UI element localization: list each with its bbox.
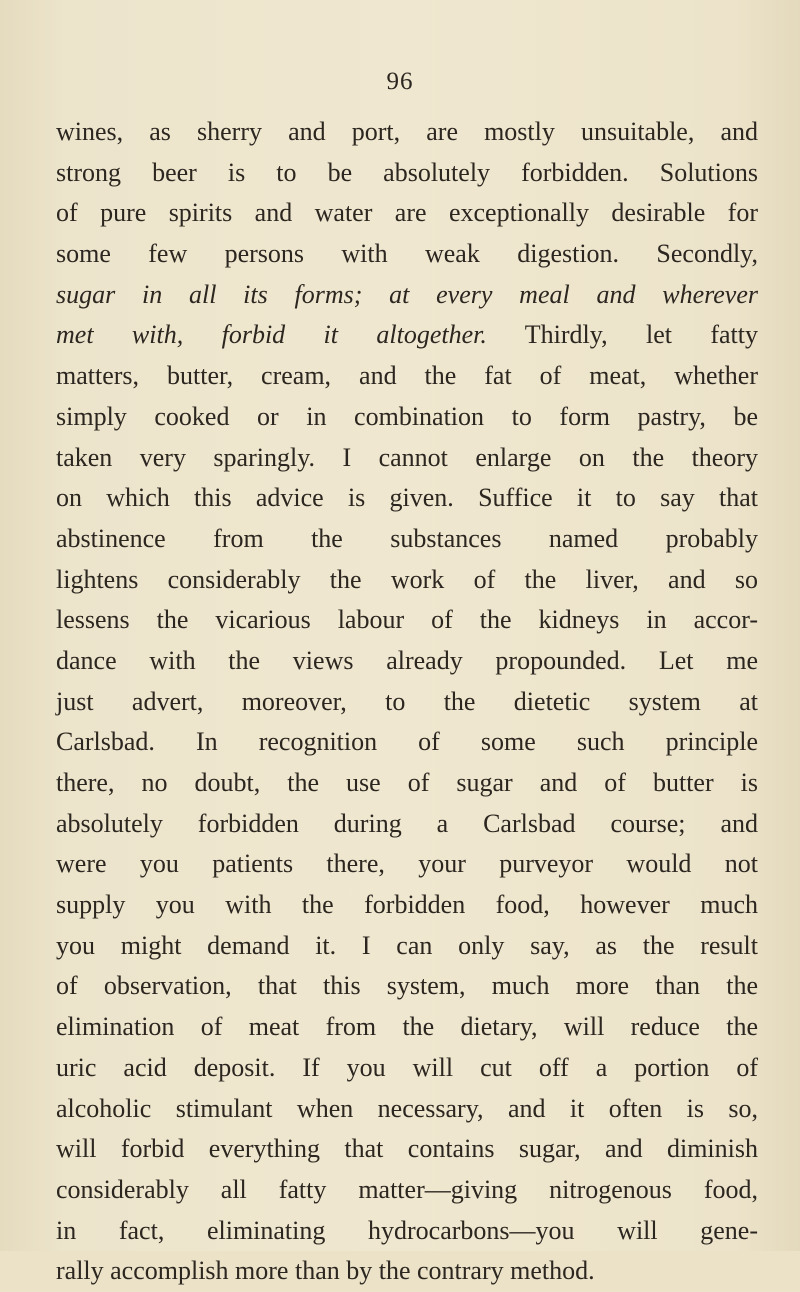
text-line: matters, butter, cream, and the fat of meat, whether xyxy=(56,361,758,391)
text-line: alcoholic stimulant when necessary, and it often is so, xyxy=(56,1093,758,1123)
text-line: were you patients there, your purveyor would not xyxy=(56,849,758,879)
text-line: there, no doubt, the use of sugar and of butter is xyxy=(56,768,758,797)
text-line xyxy=(56,315,758,356)
text-line: will forbid everything that contains sugar, and diminish xyxy=(56,1134,758,1164)
text-line: elimination of meat from the dietary, will reduce the xyxy=(56,1012,758,1042)
text-line: some few persons with weak digestion. Secondly, xyxy=(56,239,758,269)
text-line: strong beer is to be absolutely forbidden. Solutions xyxy=(56,157,758,187)
text-line: just advert, moreover, to the dietetic system at xyxy=(56,686,758,716)
text-fragment: Thirdly, let fatty xyxy=(524,320,758,350)
text-line: uric acid deposit. If you will cut off a portion of xyxy=(56,1052,758,1082)
text-line: supply you with the forbidden food, however much xyxy=(56,890,758,920)
text-line: wines, as sherry and port, are mostly unsuitable, and xyxy=(56,117,758,146)
text-line: simply cooked or in combination to form pastry, be xyxy=(56,401,758,431)
italic-emphasis: sugar in all its forms; at every meal and wherever xyxy=(56,279,758,309)
text-line: in fact, eliminating hydrocarbons—you will gene- xyxy=(56,1215,758,1245)
text-line: Carlsbad. In recognition of some such principle xyxy=(56,727,758,757)
text-line xyxy=(56,275,758,316)
text-line: you might demand it. I can only say, as the result xyxy=(56,930,758,960)
text-line: lightens considerably the work of the liver, and so xyxy=(56,564,758,594)
text-line: abstinence from the substances named probably xyxy=(56,523,758,553)
text-line: considerably all fatty matter—giving nitrogenous food, xyxy=(56,1174,758,1204)
text-line: of observation, that this system, much more than the xyxy=(56,971,758,1001)
text-line: lessens the vicarious labour of the kidneys in accor- xyxy=(56,605,758,635)
text-line: taken very sparingly. I cannot enlarge on the theory xyxy=(56,442,758,472)
text-line: on which this advice is given. Suffice it to say that xyxy=(56,483,758,513)
text-line: rally accomplish more than by the contrary method. xyxy=(56,1256,595,1286)
page-number: 96 xyxy=(386,68,414,95)
text-line: absolutely forbidden during a Carlsbad course; and xyxy=(56,808,758,838)
text-line: of pure spirits and water are exceptionally desirable for xyxy=(56,198,758,228)
text-line: dance with the views already propounded. Let me xyxy=(56,645,758,675)
italic-emphasis: met with, forbid it altogether. xyxy=(56,320,487,350)
body-text xyxy=(56,112,758,1292)
